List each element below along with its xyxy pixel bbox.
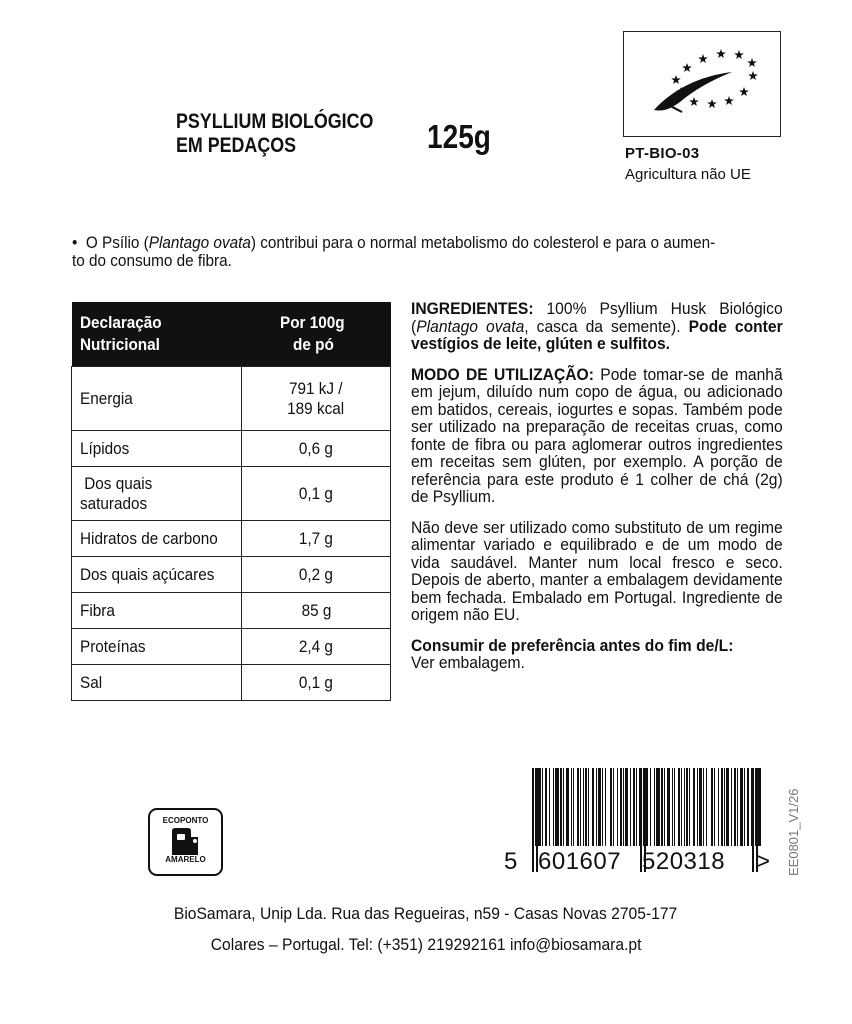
- barcode-bar: [583, 768, 584, 846]
- nutrient-value: 1,7 g: [242, 521, 391, 557]
- barcode-bar: [686, 768, 688, 846]
- barcode-bar: [734, 768, 736, 846]
- barcode-bar: [751, 768, 752, 846]
- barcode-bar: [667, 768, 670, 846]
- best-before-text: Ver embalagem.: [411, 653, 525, 672]
- nutrient-label: Dos quais açúcares: [72, 557, 242, 593]
- allergen-warning: Pode conter vestígios de leite, glúten e sulfitos.: [411, 316, 783, 353]
- barcode-bar: [646, 768, 648, 846]
- barcode-bar: [643, 768, 644, 846]
- nutrient-value: 85 g: [242, 593, 391, 629]
- product-info-column: [411, 300, 783, 685]
- barcode-bar: [744, 768, 745, 846]
- barcode-bar: [703, 768, 704, 846]
- barcode-bar: [542, 768, 543, 846]
- agriculture-origin: Agricultura não UE: [625, 166, 751, 183]
- barcode-bar: [633, 768, 635, 846]
- net-weight: 125g: [427, 118, 491, 155]
- nutrient-label: Dos quais saturados: [72, 467, 242, 521]
- barcode-bar: [560, 768, 562, 846]
- barcode-bar: [721, 768, 723, 846]
- barcode-bar: [724, 768, 725, 846]
- barcode-bar: [580, 768, 581, 846]
- barcode-bar: [699, 768, 702, 846]
- table-row: [72, 367, 391, 431]
- barcode-bar: [592, 768, 594, 846]
- barcode-bar: [731, 768, 732, 846]
- claim-prefix: O Psílio (: [85, 233, 149, 252]
- barcode-bar: [602, 768, 603, 846]
- barcode-bar: [545, 768, 547, 846]
- ingredients-text: 100% Psyllium Husk Biológico (: [411, 299, 783, 336]
- barcode-bar: [549, 768, 550, 846]
- best-before-paragraph: [411, 637, 783, 672]
- eu-organic-leaf-icon: [623, 31, 781, 137]
- usage-paragraph: [411, 366, 783, 506]
- table-row: [72, 629, 391, 665]
- warning-paragraph: Não deve ser utilizado como substituto de um regime alimentar variado e equilibrado e de um modo de vida saudável. Manter num local fresco e seco. Depois de aberto, manter a embalagem devidamente bem fechada. Embalado em Portugal. Ingrediente de origem não EU.: [411, 517, 783, 624]
- barcode-bar: [664, 768, 665, 846]
- barcode-bar: [535, 768, 536, 846]
- barcode-bar: [684, 768, 685, 846]
- barcode-bar: [625, 768, 628, 846]
- version-code: EE0801_V1/26: [786, 788, 801, 876]
- barcode-bar: [563, 768, 564, 846]
- nutrient-value: 0,1 g: [242, 467, 391, 521]
- barcode-bar: [718, 768, 719, 846]
- barcode-bar: [623, 768, 624, 846]
- nutrition-table: [71, 302, 391, 701]
- barcode-bar: [693, 768, 695, 846]
- barcode-bar: [596, 768, 597, 846]
- nutrient-label: Proteínas: [72, 629, 242, 665]
- ecoponto-badge: [148, 808, 223, 876]
- ingredients-paragraph: [411, 300, 783, 353]
- barcode-bar: [747, 768, 749, 846]
- header-col2-line1: Por 100g: [280, 313, 345, 332]
- nutrient-label: Sal: [72, 665, 242, 701]
- table-row: [72, 665, 391, 701]
- barcode-bar: [598, 768, 601, 846]
- company-address-line2: Colares – Portugal. Tel: (+351) 219292161 info@biosamara.pt: [210, 935, 642, 954]
- product-title: [176, 110, 408, 158]
- table-row: [72, 593, 391, 629]
- claim-suffix: ) contribui para o normal metabolismo do colesterol e para o aumen-: [250, 233, 716, 252]
- barcode-guard-bar: [752, 768, 754, 872]
- barcode-bar: [737, 768, 738, 846]
- ingredients-text2: , casca da semente).: [524, 316, 689, 336]
- ingredients-species: Plantago ovata: [416, 316, 525, 336]
- nutrition-header-label: [72, 302, 242, 367]
- recycling-bin-icon: [150, 825, 221, 859]
- certification-code: PT-BIO-03: [625, 145, 700, 162]
- nutrient-label: Energia: [72, 367, 242, 431]
- barcode-bar: [672, 768, 673, 846]
- barcode-bar: [613, 768, 614, 846]
- barcode-first-digit: 5: [504, 848, 518, 875]
- ecoponto-top-label: ECOPONTO: [162, 816, 209, 825]
- health-claim-line1: [72, 234, 725, 252]
- ecoponto-bottom-label: AMARELO: [165, 855, 206, 864]
- barcode-bar: [573, 768, 574, 846]
- barcode-bar: [678, 768, 680, 846]
- nutrient-value: 0,1 g: [242, 665, 391, 701]
- barcode-bar: [650, 768, 651, 846]
- barcode-group2: 520318: [642, 848, 726, 875]
- barcode-bar: [620, 768, 622, 846]
- nutrient-label: Fibra: [72, 593, 242, 629]
- barcode-bar: [605, 768, 606, 846]
- bullet: •: [72, 233, 78, 252]
- nutrient-value: 791 kJ / 189 kcal: [242, 367, 391, 431]
- barcode-bar: [697, 768, 698, 846]
- table-row: [72, 467, 391, 521]
- best-before-heading: Consumir de preferência antes do fim de/L:: [411, 635, 734, 655]
- barcode-bar: [571, 768, 572, 846]
- nutrient-value: 0,2 g: [242, 557, 391, 593]
- header-col1-line1: Declaração: [79, 313, 162, 332]
- health-claim-line2: to do consumo de fibra.: [72, 251, 232, 270]
- barcode-group1: 601607: [538, 848, 622, 875]
- product-title-line1: PSYLLIUM BIOLÓGICO: [176, 110, 374, 133]
- table-row: [72, 557, 391, 593]
- barcode-bar: [740, 768, 743, 846]
- barcode-bar: [553, 768, 554, 846]
- nutrient-label: Hidratos de carbono: [72, 521, 242, 557]
- ingredients-heading: INGREDIENTES:: [411, 299, 534, 318]
- barcode-bar: [714, 768, 715, 846]
- barcode-bar: [654, 768, 655, 846]
- barcode-bar: [661, 768, 663, 846]
- barcode-bar: [630, 768, 631, 846]
- nutrient-value: 0,6 g: [242, 431, 391, 467]
- barcode-bar: [588, 768, 589, 846]
- barcode-bar: [636, 768, 637, 846]
- nutrient-value: 2,4 g: [242, 629, 391, 665]
- usage-text: Pode tomar-se de manhã em jejum, diluído num copo de água, ou adicionado em batidos, cereais, iogurtes e sopas. Também pode ser utilizado na preparação de receitas cruas, como fonte de fibra ou para aglomerar outros ingredientes em receitas sem glúten, por exemplo. A porção de referência para este produto é 1 colher de chá (2g) de Psyllium.: [411, 364, 783, 506]
- company-address-line1: BioSamara, Unip Lda. Rua das Regueiras, n59 - Casas Novas 2705-177: [174, 904, 678, 923]
- table-row: [72, 431, 391, 467]
- barcode-bar: [566, 768, 569, 846]
- barcode-bar: [656, 768, 660, 846]
- nutrition-header-row: [72, 302, 391, 367]
- barcode-bar: [585, 768, 587, 846]
- barcode-bar: [538, 768, 541, 846]
- barcode-bar: [726, 768, 729, 846]
- barcode-bar: [755, 768, 756, 846]
- nutrition-header-value: [242, 302, 391, 367]
- barcode-bar: [555, 768, 559, 846]
- barcode-bar: [689, 768, 690, 846]
- barcode-bar: [577, 768, 579, 846]
- barcode: [500, 768, 772, 878]
- health-claim: [72, 234, 797, 270]
- barcode-bar: [674, 768, 675, 846]
- usage-heading: MODO DE UTILIZAÇÃO:: [411, 364, 594, 384]
- barcode-bar: [610, 768, 612, 846]
- barcode-bar: [706, 768, 707, 846]
- barcode-bar: [681, 768, 682, 846]
- header-col2-line2: de pó: [293, 335, 335, 354]
- barcode-bar: [711, 768, 713, 846]
- header-col1-line2: Nutricional: [79, 335, 160, 354]
- product-title-line2: EM PEDAÇOS: [176, 134, 297, 157]
- nutrient-label: Lípidos: [72, 431, 242, 467]
- barcode-guard-bar: [532, 768, 534, 872]
- barcode-bar: [617, 768, 618, 846]
- barcode-end-mark: >: [756, 848, 771, 875]
- claim-species: Plantago ovata: [148, 233, 251, 252]
- table-row: [72, 521, 391, 557]
